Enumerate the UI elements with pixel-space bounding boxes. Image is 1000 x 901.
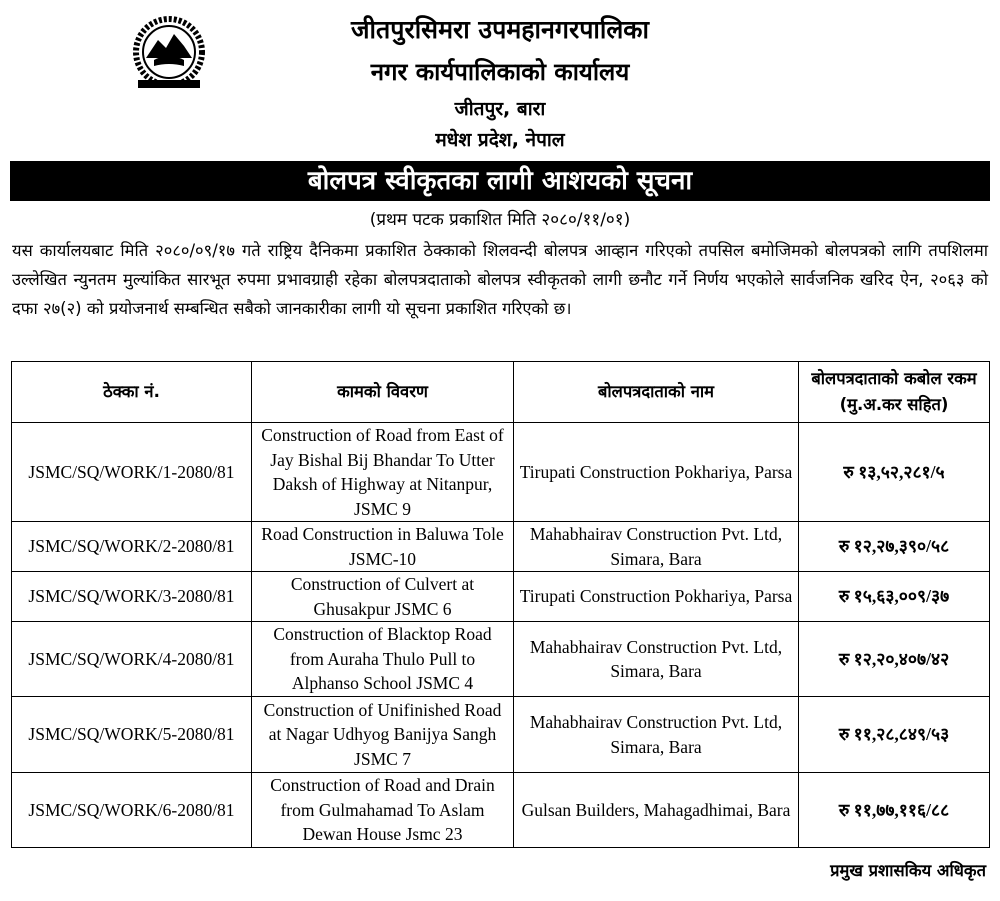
table-row <box>12 572 990 622</box>
bid-amount: रु ११,२८,८४९/५३ <box>799 697 990 773</box>
table-header-row <box>12 362 990 423</box>
table-row <box>12 622 990 697</box>
signatory-title: प्रमुख प्रशासकिय अधिकृत <box>830 861 986 880</box>
column-header-bidder: बोलपत्रदाताको नाम <box>514 362 799 423</box>
notice-body: यस कार्यालयबाट मिति २०८०/०९/१७ गते राष्ट्रिय दैनिकमा प्रकाशित ठेक्काको शिलवन्दी बोलपत्र आव्हान गरिएको तपसिल बमोजिमको बोलपत्रको लागि तपशिलमा उल्लेखित न्युनतम मुल्यांकित सारभूत रुपमा प्रभावग्राही रहेका बोलपत्रदाताको बोलपत्र स्वीकृतको लागी छनौट गर्ने निर्णय भएकोले सार्वजनिक खरिद ऐन, २०६३ को दफा २७(२) को प्रयोजनार्थ सम्बन्धित सबैको जानकारीका लागी यो सूचना प्रकाशित गरिएको छ। <box>12 241 988 318</box>
table-row <box>12 773 990 848</box>
bidder-name: Tirupati Construction Pokhariya, Parsa <box>514 572 799 622</box>
work-description: Construction of Road and Drain from Gulmahamad To Aslam Dewan House Jsmc 23 <box>252 773 514 848</box>
publication-date: (प्रथम पटक प्रकाशित मिति २०८०/११/०१) <box>369 210 631 230</box>
bidder-name: Tirupati Construction Pokhariya, Parsa <box>514 423 799 522</box>
municipality-name: जीतपुरसिमरा उपमहानगरपालिका <box>351 15 649 44</box>
bid-amount: रु १५,६३,००९/३७ <box>799 572 990 622</box>
bid-table <box>11 361 990 848</box>
bidder-name: Mahabhairav Construction Pvt. Ltd, Simara, Bara <box>514 522 799 572</box>
work-description: Construction of Blacktop Road from Auraha Thulo Pull to Alphanso School JSMC 4 <box>252 622 514 697</box>
office-location: जीतपुर, बारा <box>454 98 546 120</box>
column-header-amount: बोलपत्रदाताको कबोल रकम (मु.अ.कर सहित) <box>799 362 990 423</box>
column-header-contract: ठेक्का नं. <box>12 362 252 423</box>
column-header-description: कामको विवरण <box>252 362 514 423</box>
work-description: Construction of Road from East of Jay Bishal Bij Bhandar To Utter Daksh of Highway at Nitanpur, JSMC 9 <box>252 423 514 522</box>
letterhead <box>0 0 1000 160</box>
table-row <box>12 697 990 773</box>
bid-amount: रु १३,५२,२८१/५ <box>799 423 990 522</box>
bid-amount: रु ११,७७,११६/८८ <box>799 773 990 848</box>
contract-number: JSMC/SQ/WORK/6-2080/81 <box>12 773 252 848</box>
work-description: Construction of Unifinished Road at Nagar Udhyog Banijya Sangh JSMC 7 <box>252 697 514 773</box>
contract-number: JSMC/SQ/WORK/2-2080/81 <box>12 522 252 572</box>
bid-amount: रु १२,२०,४०७/४२ <box>799 622 990 697</box>
contract-number: JSMC/SQ/WORK/5-2080/81 <box>12 697 252 773</box>
bidder-name: Gulsan Builders, Mahagadhimai, Bara <box>514 773 799 848</box>
province-country: मधेश प्रदेश, नेपाल <box>435 129 565 151</box>
bidder-name: Mahabhairav Construction Pvt. Ltd, Simara, Bara <box>514 622 799 697</box>
contract-number: JSMC/SQ/WORK/4-2080/81 <box>12 622 252 697</box>
office-name: नगर कार्यपालिकाको कार्यालय <box>370 58 630 86</box>
table-row <box>12 522 990 572</box>
work-description: Construction of Culvert at Ghusakpur JSMC 6 <box>252 572 514 622</box>
contract-number: JSMC/SQ/WORK/3-2080/81 <box>12 572 252 622</box>
work-description: Road Construction in Baluwa Tole JSMC-10 <box>252 522 514 572</box>
table-row <box>12 423 990 522</box>
notice-title: बोलपत्र स्वीकृतका लागी आशयको सूचना <box>10 161 990 201</box>
contract-number: JSMC/SQ/WORK/1-2080/81 <box>12 423 252 522</box>
bid-amount: रु १२,२७,३९०/५८ <box>799 522 990 572</box>
bidder-name: Mahabhairav Construction Pvt. Ltd, Simara, Bara <box>514 697 799 773</box>
